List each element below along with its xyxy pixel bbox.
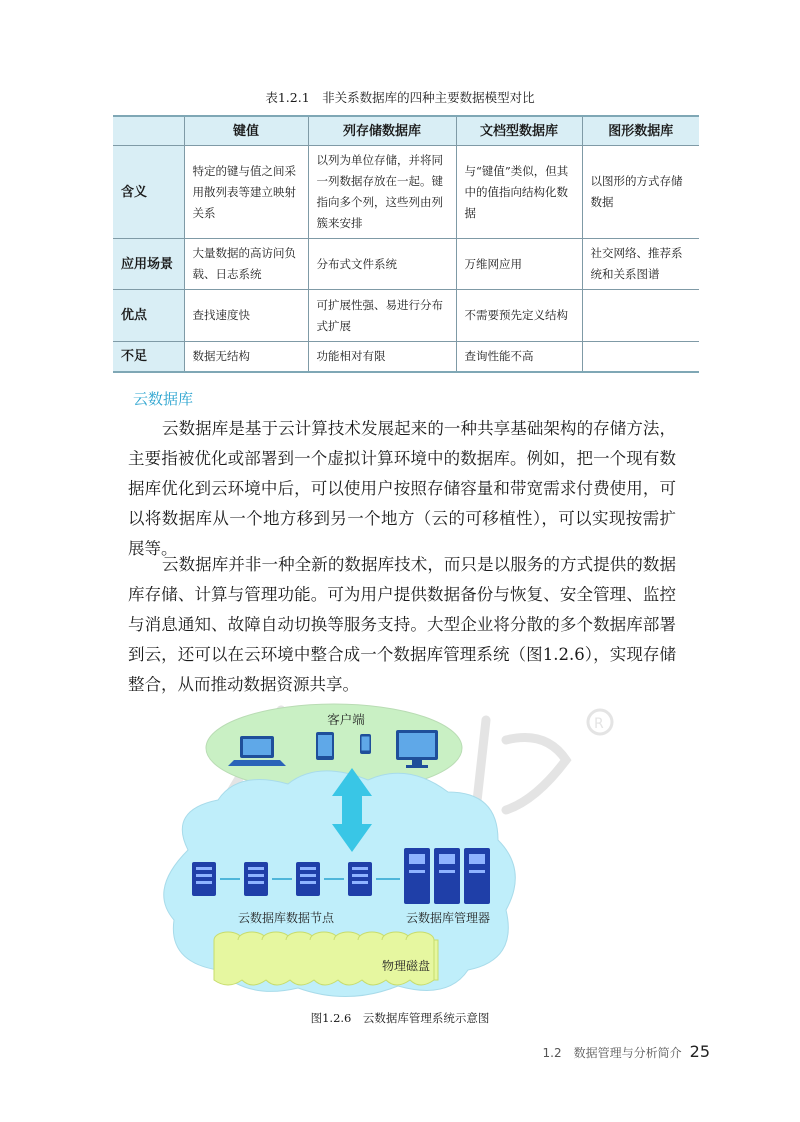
- row-label: 含义: [113, 146, 184, 239]
- table-header-cell: 文档型数据库: [456, 116, 582, 146]
- client-label: 客户端: [327, 712, 365, 727]
- table-cell: 社交网络、推荐系统和关系图谱: [582, 239, 699, 290]
- table-cell: 查询性能不高: [456, 342, 582, 373]
- page-footer: [543, 1042, 710, 1061]
- table-row: [113, 342, 699, 373]
- disk-label: 物理磁盘: [381, 959, 431, 973]
- table-row: [113, 146, 699, 239]
- table-cell: [582, 342, 699, 373]
- table-caption: 表1.2.1 非关系数据库的四种主要数据模型对比: [265, 90, 535, 105]
- table-header-cell: 键值: [184, 116, 308, 146]
- table-header-cell: [113, 116, 184, 146]
- row-label: 优点: [113, 290, 184, 342]
- table-cell: 与“键值”类似，但其中的值指向结构化数据: [456, 146, 582, 239]
- data-node-server-icon: [296, 862, 320, 896]
- table-cell: 查找速度快: [184, 290, 308, 342]
- table-cell: 不需要预先定义结构: [456, 290, 582, 342]
- tablet-icon: [316, 732, 334, 760]
- manager-label: 云数据库管理器: [405, 911, 491, 925]
- table-cell: 数据无结构: [184, 342, 308, 373]
- body-paragraph: 云数据库并非一种全新的数据库技术，而只是以服务的方式提供的数据库存储、计算与管理功能。可为用户提供数据备份与恢复、安全管理、监控与消息通知、故障自动切换等服务支持。大型企业将分散的多个数据库部署到云，还可以在云环境中整合成一个数据库管理系统（图1.2.6），实现存储整合，从而推动数据资源共享。: [128, 555, 676, 694]
- data-node-server-icon: [348, 862, 372, 896]
- data-node-server-icon: [244, 862, 268, 896]
- manager-server-icon: [404, 848, 490, 904]
- table-row: [113, 290, 699, 342]
- row-label: 不足: [113, 342, 184, 373]
- table-cell: [582, 290, 699, 342]
- table-header-cell: 图形数据库: [582, 116, 699, 146]
- table-cell: 可扩展性强、易进行分布式扩展: [308, 290, 456, 342]
- section-heading: 云数据库: [133, 390, 194, 408]
- table-cell: 万维网应用: [456, 239, 582, 290]
- table-header-row: [113, 116, 699, 146]
- cloud-database-diagram: [148, 700, 528, 1000]
- row-label: 应用场景: [113, 239, 184, 290]
- body-paragraph: 云数据库是基于云计算技术发展起来的一种共享基础架构的存储方法，主要指被优化或部署到一个虚拟计算环境中的数据库。例如，把一个现有数据库优化到云环境中后，可以使用户按照存储容量和带宽需求付费使用，可以将数据库从一个地方移到另一个地方（云的可移植性），可以实现按需扩展等。: [128, 419, 676, 558]
- data-node-server-icon: [192, 862, 216, 896]
- table-cell: 分布式文件系统: [308, 239, 456, 290]
- table-header-cell: 列存储数据库: [308, 116, 456, 146]
- figure-caption: 图1.2.6 云数据库管理系统示意图: [310, 1011, 490, 1025]
- table-cell: 以列为单位存储，并将同一列数据存放在一起。键指向多个列，这些列由列簇来安排: [308, 146, 456, 239]
- data-node-label: 云数据库数据节点: [237, 911, 335, 925]
- table-cell: 大量数据的高访问负载、日志系统: [184, 239, 308, 290]
- svg-text:R: R: [594, 716, 604, 732]
- table-row: [113, 239, 699, 290]
- phone-icon: [360, 734, 371, 754]
- table-cell: 功能相对有限: [308, 342, 456, 373]
- footer-section: 1.2 数据管理与分析简介: [542, 1046, 682, 1060]
- table-cell: 特定的键与值之间采用散列表等建立映射关系: [184, 146, 308, 239]
- table-cell: 以图形的方式存储数据: [582, 146, 699, 239]
- page-number: 25: [689, 1042, 710, 1061]
- comparison-table: [113, 115, 699, 373]
